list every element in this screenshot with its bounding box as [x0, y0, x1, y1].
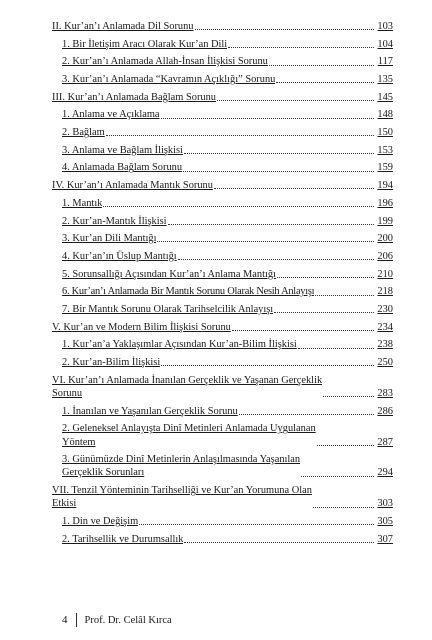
toc-leader-dots: [239, 414, 374, 415]
toc-entry-page: 103: [377, 20, 393, 32]
toc-entry-title: 5. Sorunsallığı Açısından Kur’an’ı Anlama Mantığı: [62, 268, 276, 280]
toc-entry-title-line2: Etkisi: [52, 498, 77, 510]
toc-entry-title: 3. Kur’an Dili Mantığı: [62, 233, 157, 245]
toc-entry-title: 1. Mantık: [62, 197, 103, 209]
toc-entry[interactable]: [52, 250, 393, 263]
page-footer: [62, 613, 172, 627]
toc-entry-page: 283: [377, 387, 393, 399]
toc-leader-dots: [103, 206, 374, 207]
toc-entry-page: 153: [377, 144, 393, 156]
toc-leader-dots: [184, 542, 374, 543]
toc-leader-dots: [195, 29, 375, 30]
toc-entry-page: 230: [377, 303, 393, 315]
toc-entry-page: 305: [377, 516, 393, 528]
toc-entry[interactable]: [52, 285, 393, 298]
toc-entry-title: 1. Anlama ve Açıklama: [62, 109, 160, 121]
toc-entry[interactable]: [52, 38, 393, 51]
toc-entry-title: [62, 453, 300, 479]
toc-leader-dots: [301, 476, 374, 477]
page-number: 4: [62, 614, 68, 626]
toc-entry-title-line2: Sorunu: [52, 387, 83, 399]
toc-entry-page: 135: [377, 74, 393, 86]
toc-leader-dots: [323, 396, 374, 397]
toc-entry-title-line1: 2. Geleneksel Anlayışta Dinî Metinleri Anlamada Uygulanan: [62, 423, 316, 435]
toc-entry-title: 1. Bir İletişim Aracı Olarak Kur’an Dili: [62, 38, 228, 50]
toc-entry-title: 2. Kur’an-Mantık İlişkisi: [62, 215, 167, 227]
toc-entry-page: 206: [377, 250, 393, 262]
toc-entry-title: 4. Kur’an’ın Üslup Mantığı: [62, 250, 177, 262]
toc-entry-title: 2. Kur’an-Bilim İlişkisi: [62, 357, 161, 369]
toc-leader-dots: [232, 330, 374, 331]
toc-leader-dots: [274, 312, 374, 313]
toc-entry-title: 2. Bağlam: [62, 127, 105, 139]
toc-leader-dots: [178, 259, 374, 260]
toc-entry[interactable]: [52, 108, 393, 121]
toc-entry[interactable]: [52, 20, 393, 33]
toc-entry-page: 148: [377, 109, 393, 121]
toc-leader-dots: [157, 241, 374, 242]
toc-entry[interactable]: [52, 126, 393, 139]
toc-entry-title: II. Kur’an’ı Anlamada Dil Sorunu: [52, 20, 194, 32]
toc-entry[interactable]: [52, 232, 393, 245]
toc-entry[interactable]: [52, 374, 393, 400]
toc-entry-page: 286: [377, 405, 393, 417]
toc-entry-page: 196: [377, 197, 393, 209]
toc-leader-dots: [139, 524, 374, 525]
toc-entry-title: 6. Kur’an’ı Anlamada Bir Mantık Sorunu Olarak Nesih Anlayışı: [62, 286, 315, 298]
toc-entry-title: V. Kur’an ve Modern Bilim İlişkisi Sorunu: [52, 321, 231, 333]
toc-entry[interactable]: [52, 215, 393, 228]
toc-entry[interactable]: [52, 338, 393, 351]
toc-leader-dots: [161, 118, 374, 119]
toc-entry-title-line2: Yöntem: [62, 436, 96, 448]
toc-entry-page: 287: [377, 436, 393, 448]
toc-entry[interactable]: [52, 405, 393, 418]
toc-entry-title: [62, 422, 316, 448]
toc-entry-page: 104: [377, 38, 393, 50]
toc-leader-dots: [277, 277, 374, 278]
toc-leader-dots: [269, 65, 374, 66]
toc-entry[interactable]: [52, 484, 393, 510]
toc-leader-dots: [161, 365, 374, 366]
toc-entry[interactable]: [52, 453, 393, 479]
toc-entry[interactable]: [52, 179, 393, 192]
toc-entry-page: 150: [377, 127, 393, 139]
toc-entry-page: 238: [377, 339, 393, 351]
toc-entry[interactable]: [52, 356, 393, 369]
toc-leader-dots: [184, 153, 374, 154]
toc-entry[interactable]: [52, 422, 393, 448]
toc-leader-dots: [298, 348, 374, 349]
toc-leader-dots: [183, 171, 374, 172]
toc-entry-page: 294: [377, 467, 393, 479]
toc-entry-page: 199: [377, 215, 393, 227]
toc-leader-dots: [276, 82, 374, 83]
toc-entry-page: 159: [377, 162, 393, 174]
toc-entry-page: 200: [377, 233, 393, 245]
toc-entry-page: 218: [377, 286, 393, 298]
toc-entry-page: 307: [377, 533, 393, 545]
footer-divider: [76, 613, 77, 627]
toc-entry-page: 234: [377, 321, 393, 333]
toc-entry-title: 1. Din ve Değişim: [62, 516, 139, 528]
toc-entry[interactable]: [52, 91, 393, 104]
toc-entry-title-line1: VI. Kur’an’ı Anlamada İnanılan Gerçeklik ve Yaşanan Gerçeklik: [52, 374, 323, 386]
toc-entry-title-line1: VII. Tenzil Yönteminin Tarihselliği ve Kur’an Yorumuna Olan: [52, 485, 312, 497]
table-of-contents: [52, 20, 393, 550]
toc-entry-page: 303: [377, 498, 393, 510]
toc-entry-title: III. Kur’an’ı Anlamada Bağlam Sorunu: [52, 91, 216, 103]
toc-entry-page: 250: [377, 357, 393, 369]
toc-entry[interactable]: [52, 162, 393, 175]
toc-entry-title: IV. Kur’an’ı Anlamada Mantık Sorunu: [52, 180, 213, 192]
toc-entry-page: 117: [377, 56, 393, 68]
toc-entry[interactable]: [52, 303, 393, 316]
toc-entry-title: 3. Anlama ve Bağlam İlişkisi: [62, 144, 183, 156]
toc-entry-title: 7. Bir Mantık Sorunu Olarak Tarihselcilik Anlayışı: [62, 303, 274, 315]
toc-leader-dots: [228, 47, 374, 48]
toc-entry[interactable]: [52, 144, 393, 157]
toc-leader-dots: [106, 135, 374, 136]
toc-leader-dots: [217, 100, 374, 101]
toc-entry-page: 194: [377, 180, 393, 192]
toc-entry-title: [52, 374, 322, 400]
toc-entry-title-line1: 3. Günümüzde Dinî Metinlerin Anlaşılmasında Yaşanılan: [62, 454, 301, 466]
toc-entry-title: 2. Kur’an’ı Anlamada Allah-İnsan İlişkisi Sorunu: [62, 56, 268, 68]
footer-author: Prof. Dr. Celâl Kırca: [84, 614, 172, 626]
toc-entry-title-line2: Gerçeklik Sorunları: [62, 467, 145, 479]
toc-leader-dots: [214, 188, 374, 189]
toc-entry[interactable]: [52, 533, 393, 546]
toc-entry[interactable]: [52, 515, 393, 528]
toc-leader-dots: [313, 507, 374, 508]
toc-leader-dots: [168, 224, 374, 225]
toc-entry[interactable]: [52, 321, 393, 334]
toc-entry[interactable]: [52, 268, 393, 281]
toc-entry-page: 145: [377, 91, 393, 103]
toc-entry-title: [52, 484, 312, 510]
toc-entry-page: 210: [377, 268, 393, 280]
toc-leader-dots: [317, 445, 374, 446]
toc-entry-title: 1. İnanılan ve Yaşanılan Gerçeklik Sorunu: [62, 405, 238, 417]
toc-entry-title: 3. Kur’an’ı Anlamada “Kavramın Açıklığı” Sorunu: [62, 74, 276, 86]
toc-entry-title: 4. Anlamada Bağlam Sorunu: [62, 162, 183, 174]
toc-entry[interactable]: [52, 73, 393, 86]
toc-entry-title: 2. Tarihsellik ve Durumsallık: [62, 533, 184, 545]
toc-entry-title: 1. Kur’an’a Yaklaşımlar Açısından Kur’an-Bilim İlişkisi: [62, 339, 297, 351]
toc-leader-dots: [315, 295, 374, 296]
toc-entry[interactable]: [52, 197, 393, 210]
toc-entry[interactable]: [52, 55, 393, 68]
